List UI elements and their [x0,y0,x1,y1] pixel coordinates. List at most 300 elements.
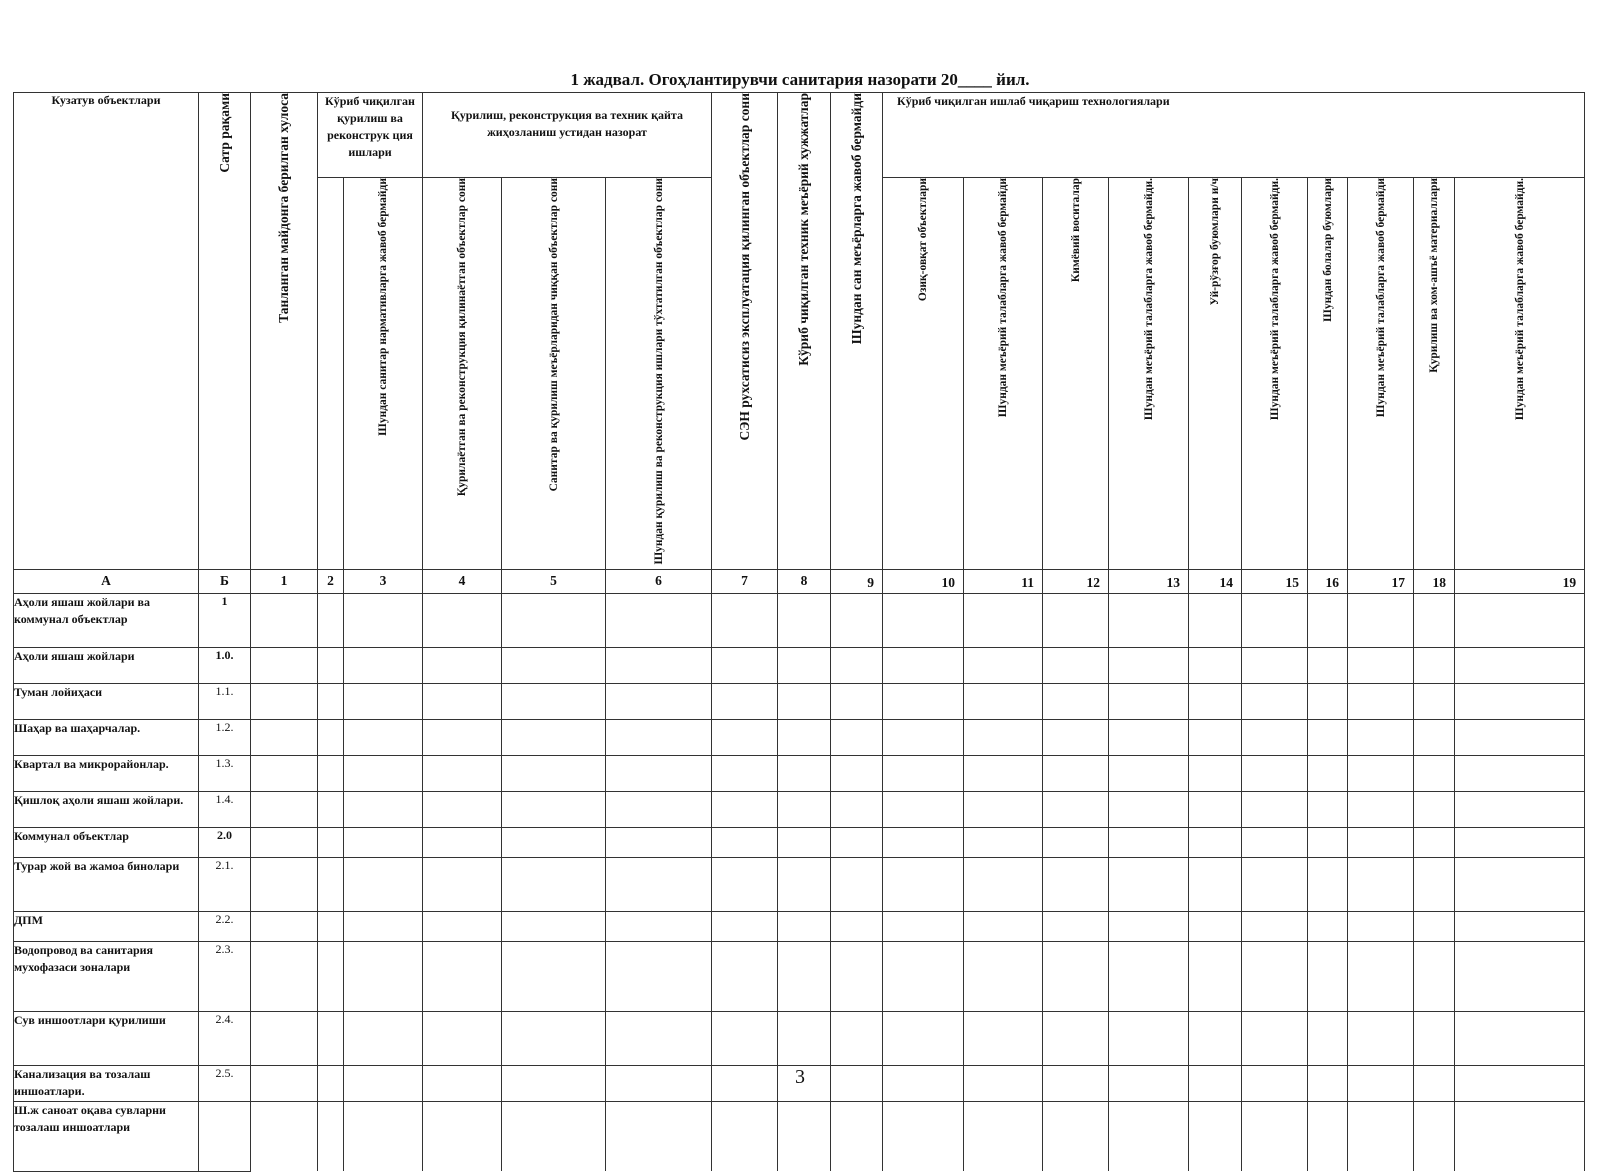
data-cell[interactable] [606,683,712,719]
data-cell[interactable] [1242,857,1308,911]
data-cell[interactable] [606,647,712,683]
data-cell[interactable] [1242,719,1308,755]
data-cell[interactable] [344,857,423,911]
data-cell[interactable] [318,1101,344,1171]
row-object-name: Турар жой ва жамоа бинолари [14,857,199,911]
data-cell[interactable] [251,755,318,791]
data-cell[interactable] [778,1011,831,1065]
data-cell[interactable] [778,827,831,857]
data-cell[interactable] [831,1011,883,1065]
row-object-name: Сув иншоотлари қурилиши [14,1011,199,1065]
data-cell[interactable] [1109,719,1189,755]
data-cell[interactable] [778,911,831,941]
table-row [14,911,1585,941]
data-cell[interactable] [831,1101,883,1171]
data-cell[interactable] [1043,941,1109,1011]
header-col-15: Шундан меъёрий талабларга жавоб бермайди. [1242,178,1308,570]
page-number: 3 [795,1066,805,1088]
data-cell[interactable] [883,827,964,857]
row-object-name: Туман лойиҳаси [14,683,199,719]
row-object-name: Шаҳар ва шаҳарчалар. [14,719,199,755]
data-cell[interactable] [1043,719,1109,755]
data-cell[interactable] [712,719,778,755]
data-cell[interactable] [1109,755,1189,791]
data-cell[interactable] [883,791,964,827]
row-number: 1 [199,593,251,647]
column-number: 6 [606,569,712,593]
table-row [14,857,1585,911]
data-cell[interactable] [1189,755,1242,791]
column-number: 15 [1242,569,1308,593]
data-cell[interactable] [778,857,831,911]
data-cell[interactable] [606,755,712,791]
data-cell[interactable] [831,791,883,827]
table-row [14,647,1585,683]
data-cell[interactable] [1109,593,1189,647]
column-number: 9 [831,569,883,593]
data-cell[interactable] [1348,1011,1414,1065]
table-title: 1 жадвал. Огоҳлантирувчи санитария назорати 20____ йил. [570,70,1030,89]
data-cell[interactable] [1348,647,1414,683]
data-cell[interactable] [1242,683,1308,719]
row-number: 1.0. [199,647,251,683]
row-object-name: Коммунал объектлар [14,827,199,857]
data-cell[interactable] [712,683,778,719]
data-cell[interactable] [831,719,883,755]
data-cell[interactable] [606,719,712,755]
data-cell[interactable] [1109,1011,1189,1065]
data-cell[interactable] [1308,941,1348,1011]
data-cell[interactable] [502,791,606,827]
data-cell[interactable] [251,1011,318,1065]
data-cell[interactable] [423,1011,502,1065]
data-cell[interactable] [778,1101,831,1171]
data-cell[interactable] [1242,911,1308,941]
row-object-name: Ш.ж саноат оқава сувларни тозалаш иншоатлари [14,1101,199,1171]
table-row [14,593,1585,647]
column-number: 14 [1189,569,1242,593]
data-cell[interactable] [1109,857,1189,911]
data-cell[interactable] [712,647,778,683]
row-number: 2.4. [199,1011,251,1065]
data-cell[interactable] [1308,1101,1348,1171]
data-cell[interactable] [712,857,778,911]
data-cell[interactable] [318,683,344,719]
data-cell[interactable] [778,683,831,719]
data-cell[interactable] [606,911,712,941]
data-cell[interactable] [502,857,606,911]
column-number: 16 [1308,569,1348,593]
data-cell[interactable] [1348,911,1414,941]
data-cell[interactable] [251,593,318,647]
column-number: 10 [883,569,964,593]
data-cell[interactable] [964,719,1043,755]
data-cell[interactable] [1189,593,1242,647]
data-cell[interactable] [1455,755,1585,791]
data-cell[interactable] [606,1011,712,1065]
data-cell[interactable] [1189,683,1242,719]
data-cell[interactable] [883,593,964,647]
data-cell[interactable] [883,941,964,1011]
data-cell[interactable] [606,1101,712,1171]
column-number: 13 [1109,569,1189,593]
data-cell[interactable] [251,647,318,683]
data-cell[interactable] [344,911,423,941]
data-cell[interactable] [344,1011,423,1065]
data-cell[interactable] [964,683,1043,719]
data-cell[interactable] [1414,755,1455,791]
data-cell[interactable] [964,941,1043,1011]
header-col-6: Шундан қурилиш ва реконструкция ишлари тўхтатилган объектлар сони [606,178,712,570]
data-cell[interactable] [1308,827,1348,857]
data-cell[interactable] [964,911,1043,941]
data-cell[interactable] [1043,827,1109,857]
row-number: 2.2. [199,911,251,941]
row-number: 2.5. [199,1065,251,1101]
data-cell[interactable] [1242,827,1308,857]
data-cell[interactable] [318,1011,344,1065]
header-col-10: Озиқ-овқат объектлари [883,178,964,570]
data-cell[interactable] [1414,827,1455,857]
data-cell[interactable] [1242,941,1308,1011]
data-cell[interactable] [1109,683,1189,719]
data-cell[interactable] [1189,719,1242,755]
table-row [14,791,1585,827]
data-cell[interactable] [502,683,606,719]
row-number: 2.1. [199,857,251,911]
data-cell[interactable] [964,791,1043,827]
table-row [14,827,1585,857]
data-cell[interactable] [1109,791,1189,827]
data-cell[interactable] [1242,1011,1308,1065]
data-cell[interactable] [423,647,502,683]
data-cell[interactable] [1109,1101,1189,1171]
data-cell[interactable] [502,1101,606,1171]
data-cell[interactable] [831,647,883,683]
data-cell[interactable] [502,647,606,683]
data-cell[interactable] [502,1011,606,1065]
data-cell[interactable] [1455,827,1585,857]
data-cell[interactable] [1414,647,1455,683]
data-cell[interactable] [1189,1101,1242,1171]
data-cell[interactable] [1308,911,1348,941]
header-col-11: Шундан меъёрий талабларга жавоб бермайди [964,178,1043,570]
column-number: 8 [778,569,831,593]
data-cell[interactable] [1109,941,1189,1011]
header-col-9: Шундан сан меъёрларга жавоб бермайди [831,93,883,570]
data-cell[interactable] [964,1101,1043,1171]
data-cell[interactable] [423,1101,502,1171]
data-cell[interactable] [344,755,423,791]
data-cell[interactable] [423,755,502,791]
table-row [14,755,1585,791]
column-number: 17 [1348,569,1414,593]
data-cell[interactable] [318,857,344,911]
header-col-13: Шундан меъёрий талабларга жавоб бермайди. [1109,178,1189,570]
column-number: 12 [1043,569,1109,593]
data-cell[interactable] [1348,791,1414,827]
data-cell[interactable] [831,827,883,857]
row-object-name: Қишлоқ аҳоли яшаш жойлари. [14,791,199,827]
column-number: 11 [964,569,1043,593]
data-cell[interactable] [883,911,964,941]
data-cell[interactable] [502,827,606,857]
data-cell[interactable] [1308,593,1348,647]
data-cell[interactable] [1348,941,1414,1011]
data-cell[interactable] [1189,791,1242,827]
row-object-name: Аҳоли яшаш жойлари ва коммунал объектлар [14,593,199,647]
data-cell[interactable] [964,857,1043,911]
data-cell[interactable] [1242,755,1308,791]
data-cell[interactable] [1043,755,1109,791]
data-cell[interactable] [423,911,502,941]
data-cell[interactable] [251,941,318,1011]
data-cell[interactable] [883,755,964,791]
data-cell[interactable] [712,755,778,791]
data-cell[interactable] [712,911,778,941]
data-cell[interactable] [423,791,502,827]
data-cell[interactable] [712,1101,778,1171]
data-cell[interactable] [423,857,502,911]
data-cell[interactable] [964,1011,1043,1065]
data-cell[interactable] [423,941,502,1011]
data-cell[interactable] [1109,647,1189,683]
data-cell[interactable] [1455,857,1585,911]
data-cell[interactable] [502,593,606,647]
data-cell[interactable] [778,719,831,755]
data-cell[interactable] [1043,647,1109,683]
data-cell[interactable] [1348,755,1414,791]
data-cell[interactable] [1455,593,1585,647]
data-cell[interactable] [251,791,318,827]
data-cell[interactable] [964,593,1043,647]
header-col-19: Шундан меъёрий талабларга жавоб бермайди. [1455,178,1585,570]
data-cell[interactable] [606,593,712,647]
data-cell[interactable] [1414,683,1455,719]
data-cell[interactable] [831,941,883,1011]
data-cell[interactable] [1455,647,1585,683]
data-cell[interactable] [1414,1011,1455,1065]
data-cell[interactable] [1455,683,1585,719]
data-cell[interactable] [606,857,712,911]
header-group-reviewed-construction: Кўриб чиқилган қурилиш ва реконструк ция ишлари [318,93,423,178]
data-cell[interactable] [251,683,318,719]
data-cell[interactable] [778,755,831,791]
data-cell[interactable] [712,941,778,1011]
data-cell[interactable] [502,755,606,791]
data-cell[interactable] [318,791,344,827]
header-col-4: Қурилаётган ва реконструкция қилинаётган объектлар сони [423,178,502,570]
data-cell[interactable] [883,683,964,719]
row-object-name: ДПМ [14,911,199,941]
table-row [14,1101,1585,1171]
data-cell[interactable] [1414,593,1455,647]
header-col-12: Кимёвий воситалар [1043,178,1109,570]
data-cell[interactable] [1414,1101,1455,1171]
data-cell[interactable] [1109,911,1189,941]
data-cell[interactable] [1043,857,1109,911]
data-cell[interactable] [831,857,883,911]
data-cell[interactable] [1043,593,1109,647]
data-cell[interactable] [1043,683,1109,719]
data-cell[interactable] [1348,857,1414,911]
header-col-1: Танланган майдонга берилган хулоса [251,93,318,570]
data-cell[interactable] [344,941,423,1011]
data-cell[interactable] [883,1101,964,1171]
column-number: 3 [344,569,423,593]
table-row [14,683,1585,719]
row-number: 2.3. [199,941,251,1011]
data-cell[interactable] [502,941,606,1011]
data-cell[interactable] [1414,911,1455,941]
data-cell[interactable] [883,857,964,911]
data-cell[interactable] [606,941,712,1011]
data-cell[interactable] [1189,647,1242,683]
data-cell[interactable] [1455,719,1585,755]
data-cell[interactable] [423,827,502,857]
data-cell[interactable] [423,719,502,755]
data-cell[interactable] [831,755,883,791]
data-cell[interactable] [1043,1011,1109,1065]
data-cell[interactable] [318,647,344,683]
data-cell[interactable] [1242,593,1308,647]
data-cell[interactable] [831,593,883,647]
data-cell[interactable] [344,827,423,857]
data-cell[interactable] [606,791,712,827]
data-cell[interactable] [1455,911,1585,941]
data-cell[interactable] [1109,827,1189,857]
data-cell[interactable] [251,827,318,857]
data-cell[interactable] [1189,911,1242,941]
data-cell[interactable] [318,941,344,1011]
data-cell[interactable] [1242,1101,1308,1171]
header-col-18: Қурилиш ва хом-ашъё материаллари [1414,178,1455,570]
data-cell[interactable] [1189,941,1242,1011]
data-cell[interactable] [502,911,606,941]
table-row [14,719,1585,755]
header-observation-objects: Кузатув объектлари [14,93,199,570]
table-row [14,941,1585,1011]
data-cell[interactable] [1308,791,1348,827]
header-row-number: Сатр рақами [199,93,251,570]
data-cell[interactable] [1189,857,1242,911]
column-number: 19 [1455,569,1585,593]
data-cell[interactable] [883,1011,964,1065]
data-cell[interactable] [423,683,502,719]
data-cell[interactable] [1455,1011,1585,1065]
data-cell[interactable] [318,719,344,755]
data-cell[interactable] [344,647,423,683]
header-col-17: Шундан меъёрий талабларга жавоб бермайди [1348,178,1414,570]
row-object-name: Канализация ва тозалаш иншоатлари. [14,1065,199,1101]
data-cell[interactable] [712,791,778,827]
data-cell[interactable] [1189,827,1242,857]
header-col-8: Кўриб чиқилган техник меъёрий хужжатлар [778,93,831,570]
data-cell[interactable] [778,791,831,827]
header-group-production-technologies: Кўриб чиқилган ишлаб чиқариш технологиялари [883,93,1585,178]
data-cell[interactable] [831,911,883,941]
data-cell[interactable] [1043,791,1109,827]
header-group-construction-supervision: Қурилиш, реконструкция ва техник қайта жиҳозланиш устидан назорат [423,93,712,178]
row-object-name: Квартал ва микрорайонлар. [14,755,199,791]
header-col-16: Шундан болалар буюмлари [1308,178,1348,570]
data-cell[interactable] [318,827,344,857]
data-cell[interactable] [1308,755,1348,791]
data-cell[interactable] [712,593,778,647]
data-cell[interactable] [251,911,318,941]
data-cell[interactable] [1455,941,1585,1011]
data-cell[interactable] [778,593,831,647]
row-number [199,1101,251,1171]
data-cell[interactable] [1242,647,1308,683]
row-number: 2.0 [199,827,251,857]
column-number: Б [199,569,251,593]
data-cell[interactable] [1455,791,1585,827]
data-cell[interactable] [502,719,606,755]
data-cell[interactable] [964,755,1043,791]
data-cell[interactable] [344,1101,423,1171]
data-cell[interactable] [1308,647,1348,683]
data-cell[interactable] [1308,683,1348,719]
data-cell[interactable] [318,911,344,941]
data-cell[interactable] [964,647,1043,683]
data-cell[interactable] [1348,593,1414,647]
data-cell[interactable] [344,683,423,719]
data-cell[interactable] [318,593,344,647]
data-cell[interactable] [1348,1101,1414,1171]
column-number: 2 [318,569,344,593]
data-cell[interactable] [1043,911,1109,941]
data-cell[interactable] [1242,791,1308,827]
data-cell[interactable] [318,755,344,791]
data-cell[interactable] [712,827,778,857]
data-cell[interactable] [1348,719,1414,755]
data-cell[interactable] [1189,1011,1242,1065]
row-object-name: Аҳоли яшаш жойлари [14,647,199,683]
data-cell[interactable] [712,1011,778,1065]
data-cell[interactable] [344,593,423,647]
row-number: 1.1. [199,683,251,719]
data-cell[interactable] [1348,683,1414,719]
data-cell[interactable] [1308,719,1348,755]
data-cell[interactable] [883,647,964,683]
data-cell[interactable] [1308,857,1348,911]
data-cell[interactable] [344,719,423,755]
row-number: 1.3. [199,755,251,791]
data-cell[interactable] [344,791,423,827]
header-col-3: Шундан санитар нармативларга жавоб бермайди [344,178,423,570]
data-cell[interactable] [778,941,831,1011]
data-cell[interactable] [1043,1101,1109,1171]
data-cell[interactable] [606,827,712,857]
data-cell[interactable] [964,827,1043,857]
data-cell[interactable] [1414,791,1455,827]
data-cell[interactable] [1455,1101,1585,1171]
data-cell[interactable] [883,719,964,755]
data-cell[interactable] [778,647,831,683]
data-cell[interactable] [1414,719,1455,755]
data-cell[interactable] [1414,857,1455,911]
data-cell[interactable] [1308,1011,1348,1065]
data-cell[interactable] [831,683,883,719]
data-cell[interactable] [1414,941,1455,1011]
data-cell[interactable] [423,593,502,647]
row-number: 1.2. [199,719,251,755]
data-cell[interactable] [251,857,318,911]
data-cell[interactable] [251,719,318,755]
data-cell[interactable] [251,1101,318,1171]
data-cell[interactable] [1348,827,1414,857]
